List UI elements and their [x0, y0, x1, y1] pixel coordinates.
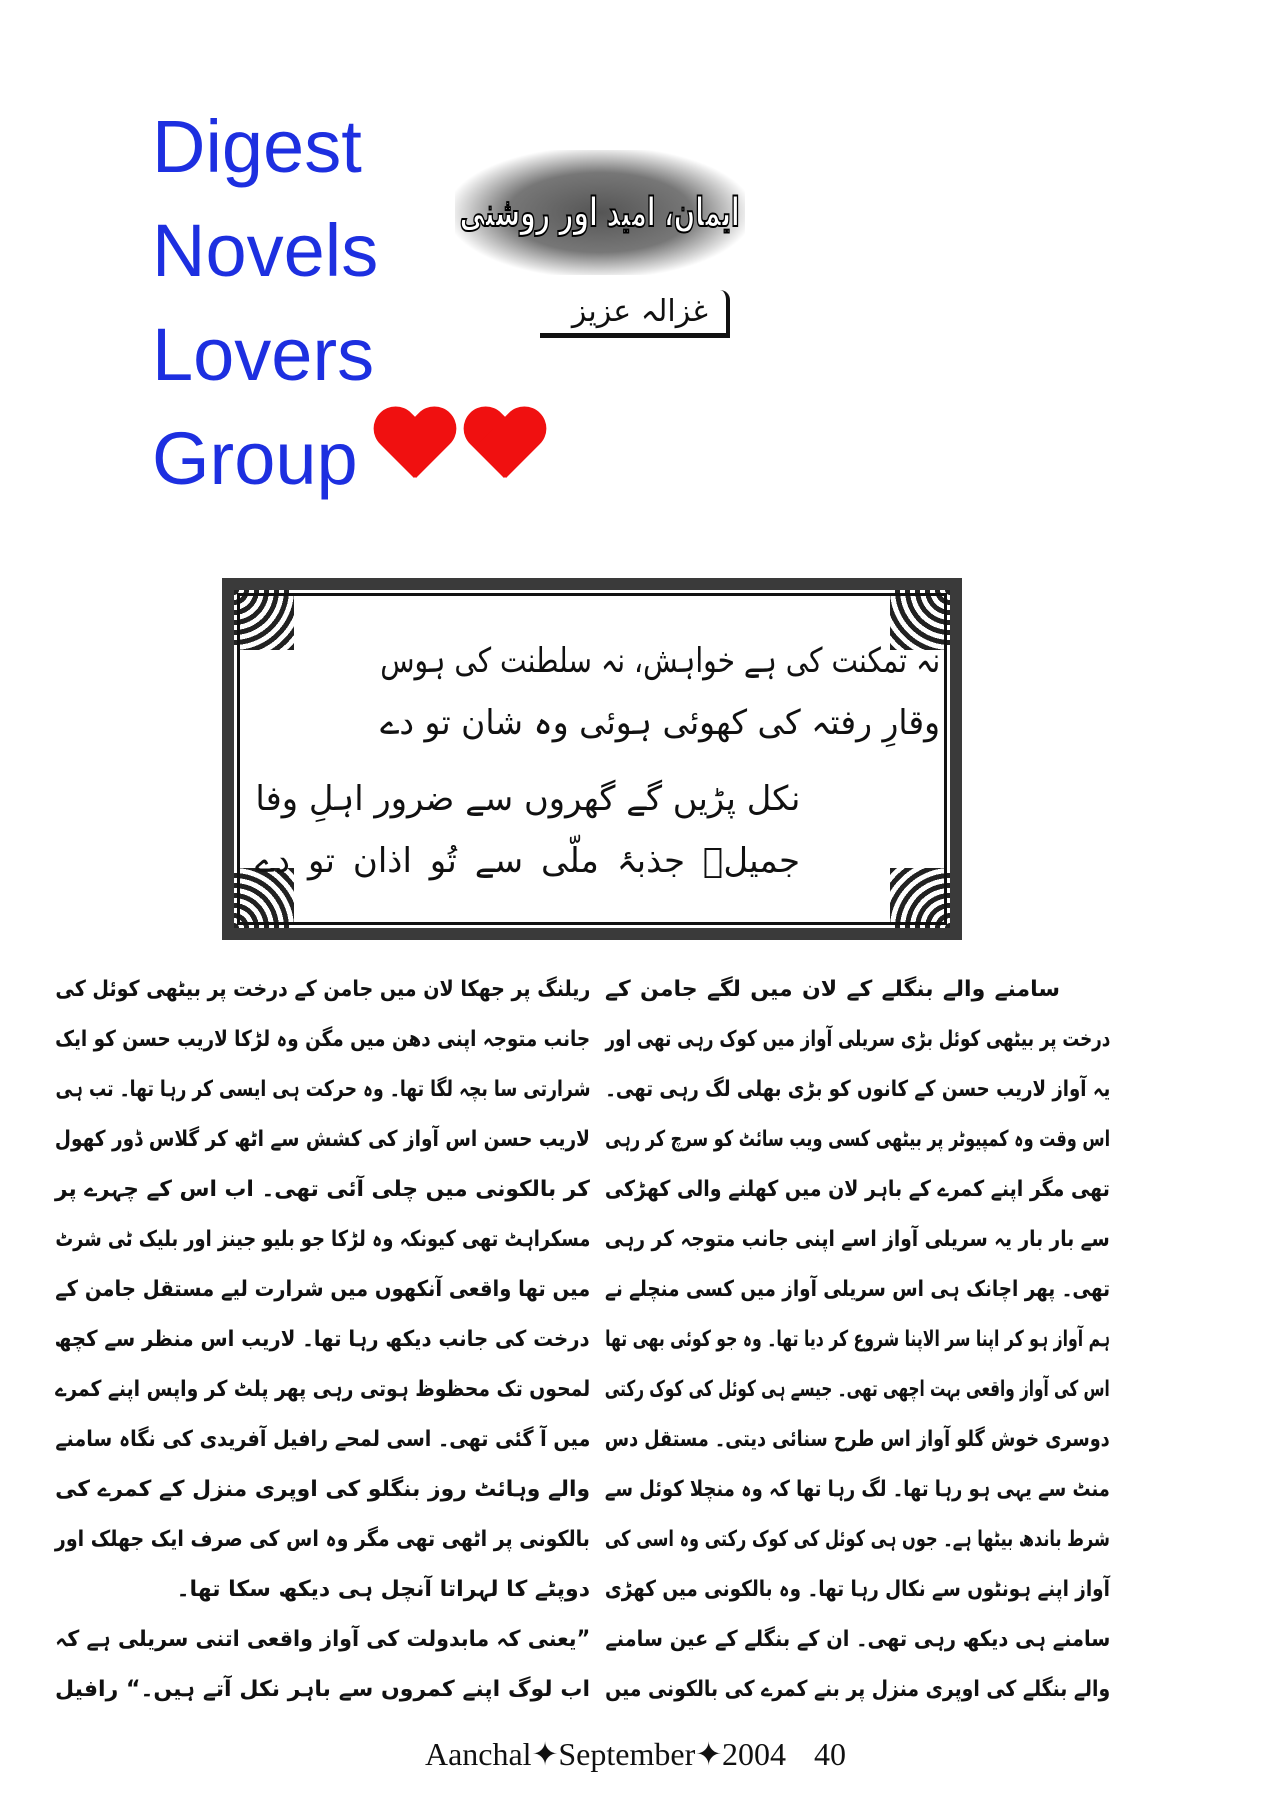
poem-verse-group — [380, 630, 940, 754]
footer-year: 2004 — [722, 1736, 787, 1772]
article-line: شرارتی سا بچہ لگا تھا۔ وہ حرکت ہی ایسی کر رہا تھا۔ تب ہی — [55, 1077, 590, 1102]
article-line: ”یعنی کہ مابدولت کی آواز واقعی اتنی سریلی ہے کہ — [55, 1627, 590, 1652]
article-line: اس وقت وہ کمپیوٹر پر بیٹھی کسی ویب سائٹ کو سرچ کر رہی — [605, 1127, 1110, 1152]
article-line: میں آ گئی تھی۔ اسی لمحے رافیل آفریدی کی نگاہ سامنے — [55, 1427, 590, 1452]
story-title-logo — [455, 150, 745, 275]
article-line: سے بار بار یہ سریلی آواز اسے اپنی جانب متوجہ کر رہی — [605, 1227, 1110, 1252]
watermark-line: Lovers — [152, 313, 375, 396]
article-line: دوسری خوش گلو آواز اس طرح سنائی دیتی۔ مستقل دس — [605, 1427, 1110, 1452]
watermark-line: Novels — [152, 209, 379, 292]
article-line: یہ آواز لاریب حسن کے کانوں کو بڑی بھلی لگ رہی تھی۔ — [605, 1077, 1110, 1102]
article-line: لمحوں تک محظوظ ہوتی رہی پھر پلٹ کر واپس اپنے کمرے — [55, 1377, 590, 1402]
article-line: کر بالکونی میں چلی آئی تھی۔ اب اس کے چہرے پر — [55, 1177, 590, 1202]
article-column-right — [605, 965, 1110, 1715]
article-line: سامنے والے بنگلے کے لان میں لگے جامن کے — [605, 977, 1060, 1002]
hearts — [372, 408, 546, 488]
footer-month: September — [558, 1736, 696, 1772]
article-line: درخت پر بیٹھی کوئل بڑی سریلی آواز میں کوک رہی تھی اور — [605, 1027, 1110, 1052]
article-line: شرط باندھ بیٹھا ہے۔ جوں ہی کوئل کی کوک رکتی وہ اسی کی — [605, 1527, 1110, 1552]
article-line: اب لوگ اپنے کمروں سے باہر نکل آتے ہیں۔“ رافیل — [55, 1677, 590, 1702]
article-line: بالکونی پر اٹھی تھی مگر وہ اس کی صرف ایک جھلک اور — [55, 1527, 590, 1552]
poem-verse: نہ تمکنت کی ہے خواہش، نہ سلطنت کی ہوس — [380, 641, 940, 681]
poem-verse: جمیلؔ جذبۂ ملّی سے تُو اذان تو دے — [255, 841, 800, 881]
watermark-line: Digest — [152, 105, 362, 188]
article-line: اس کی آواز واقعی بہت اچھی تھی۔ جیسے ہی کوئل کی کوک رکتی — [605, 1377, 1110, 1402]
article-line: منٹ سے یہی ہو رہا تھا۔ لگ رہا تھا کہ وہ منچلا کوئل سے — [605, 1477, 1110, 1502]
article-line: والے بنگلے کی اوپری منزل پر بنے کمرے کی بالکونی میں — [605, 1677, 1110, 1702]
poem-verse: وقارِ رفتہ کی کھوئی ہوئی وہ شان تو دے — [380, 703, 940, 743]
article-line: ہم آواز ہو کر اپنا سر الاپنا شروع کر دیا تھا۔ وہ جو کوئی بھی تھا — [605, 1327, 1110, 1352]
article-line: سامنے ہی دیکھ رہی تھی۔ ان کے بنگلے کے عین سامنے — [605, 1627, 1110, 1652]
article-line: دوپٹے کا لہراتا آنچل ہی دیکھ سکا تھا۔ — [176, 1577, 590, 1602]
poem-verse: نکل پڑیں گے گھروں سے ضرور اہلِ وفا — [255, 779, 800, 819]
watermark-text — [152, 95, 378, 511]
poem-verse-group — [255, 768, 800, 892]
page-footer — [0, 1735, 1271, 1773]
story-title: ایمان، امید اور روشنی — [460, 189, 740, 236]
footer-separator-icon: ✦ — [695, 1736, 723, 1772]
footer-magazine: Aanchal — [424, 1736, 532, 1772]
heart-icon — [462, 408, 546, 488]
article-line: تھی مگر اپنے کمرے کے باہر لان میں کھلنے والی کھڑکی — [605, 1177, 1110, 1202]
page-number: 40 — [814, 1736, 847, 1772]
article-column-left — [55, 965, 590, 1715]
watermark-line: Group — [152, 417, 358, 500]
article-line: آواز اپنے ہونٹوں سے نکال رہا تھا۔ وہ بالکونی میں کھڑی — [605, 1577, 1110, 1602]
article-line: ریلنگ پر جھکا لان میں جامن کے درخت پر بیٹھی کوئل کی — [55, 977, 590, 1002]
article-line: تھی۔ پھر اچانک ہی اس سریلی آواز میں کسی منچلے نے — [605, 1277, 1110, 1302]
footer-separator-icon: ✦ — [531, 1736, 559, 1772]
article-line: والے وہائٹ روز بنگلو کی اوپری منزل کے کمرے کی — [55, 1477, 590, 1502]
story-author: غزالہ عزیز — [540, 290, 730, 338]
article-line: جانب متوجہ اپنی دھن میں مگن وہ لڑکا لاریب حسن کو ایک — [55, 1027, 590, 1052]
heart-icon — [372, 408, 456, 488]
article-line: درخت کی جانب دیکھ رہا تھا۔ لاریب اس منظر سے کچھ — [55, 1327, 590, 1352]
article-line: میں تھا واقعی آنکھوں میں شرارت لیے مستقل جامن کے — [55, 1277, 590, 1302]
article-line: مسکراہٹ تھی کیونکہ وہ لڑکا جو بلیو جینز اور بلیک ٹی شرٹ — [55, 1227, 590, 1252]
article-line: لاریب حسن اس آواز کی کشش سے اٹھ کر گلاس ڈور کھول — [55, 1127, 590, 1152]
